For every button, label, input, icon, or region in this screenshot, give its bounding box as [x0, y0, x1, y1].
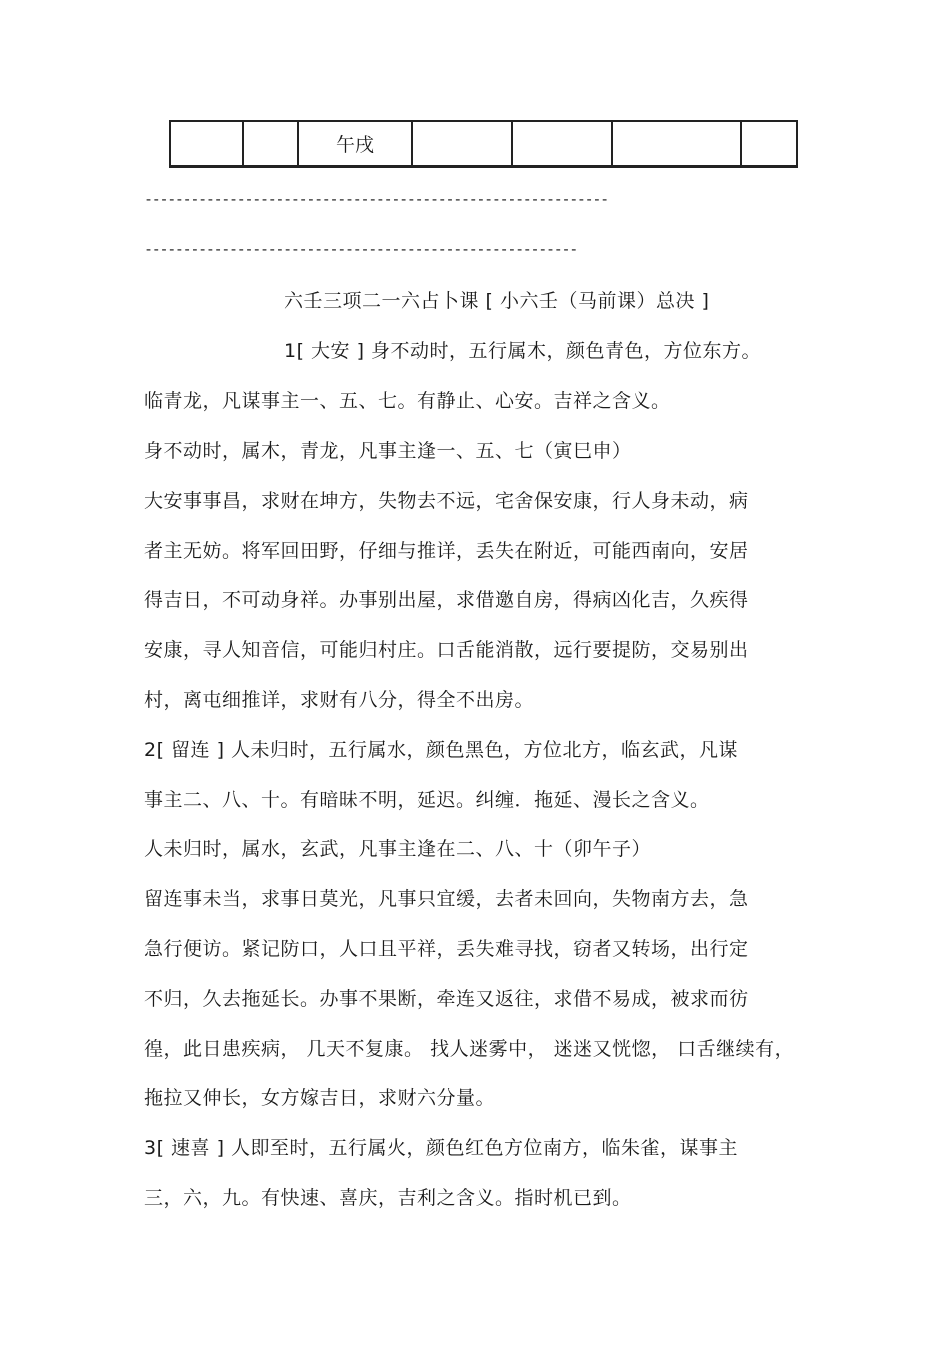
paragraph-line: 身不动时，属木，青龙，凡事主逢一、五、七（寅巳申）	[144, 440, 632, 462]
table-cell	[511, 120, 613, 168]
paragraph-line: 三，六，九。有快速、喜庆，吉利之含义。指时机已到。	[144, 1187, 632, 1209]
paragraph-line: 安康，寻人知音信，可能归村庄。口舌能消散，远行要提防，交易别出	[144, 639, 749, 661]
paragraph-line: 临青龙，凡谋事主一、五、七。有静止、心安。吉祥之含义。	[144, 390, 671, 412]
document-title: 六壬三项二一六占卜课 [ 小六壬（马前课）总决 ]	[284, 290, 710, 312]
table-cell	[411, 120, 513, 168]
paragraph-line: 拖拉又伸长，女方嫁吉日，求财六分量。	[144, 1087, 496, 1109]
paragraph-line: 徨，此日患疾病， 几天不复康。 找人迷雾中， 迷迷又恍惚， 口舌继续有，	[144, 1038, 795, 1060]
paragraph-line: 事主二、八、十。有暗昧不明，延迟。纠缠．拖延、漫长之含义。	[144, 789, 710, 811]
paragraph-line: 者主无妨。将军回田野，仔细与推详，丢失在附近，可能西南向，安居	[144, 540, 749, 562]
paragraph-line: 不归，久去拖延长。办事不果断，牵连又返往，求借不易成，被求而彷	[144, 988, 749, 1010]
table-cell	[611, 120, 742, 168]
paragraph-line: 留连事未当，求事日莫光，凡事只宜缓，去者未回向，失物南方去，急	[144, 888, 749, 910]
separator-line: ------------------------------------------------------------	[144, 190, 608, 208]
paragraph-line: 人未归时，属水，玄武，凡事主逢在二、八、十（卯午子）	[144, 838, 652, 860]
table-cell	[740, 120, 798, 168]
paragraph-line: 得吉日，不可动身祥。办事别出屋，求借邀自房，得病凶化吉，久疾得	[144, 589, 749, 611]
table-cell: 午戌	[297, 120, 413, 168]
header-table	[169, 120, 796, 168]
paragraph-line: 2[ 留连 ] 人未归时，五行属水，颜色黑色，方位北方，临玄武，凡谋	[144, 739, 739, 761]
paragraph-line: 3[ 速喜 ] 人即至时，五行属火，颜色红色方位南方，临朱雀，谋事主	[144, 1137, 739, 1159]
paragraph-line: 急行便访。紧记防口，人口且平祥，丢失难寻找，窃者又转场，出行定	[144, 938, 749, 960]
paragraph-line: 大安事事昌，求财在坤方，失物去不远，宅舍保安康，行人身未动，病	[144, 490, 749, 512]
paragraph-line: 1[ 大安 ] 身不动时，五行属木，颜色青色，方位东方。	[284, 340, 762, 362]
paragraph-line: 村，离屯细推详，求财有八分，得全不出房。	[144, 689, 535, 711]
table-cell	[169, 120, 244, 168]
table-cell	[242, 120, 299, 168]
separator-line: --------------------------------------------------------	[144, 240, 577, 258]
